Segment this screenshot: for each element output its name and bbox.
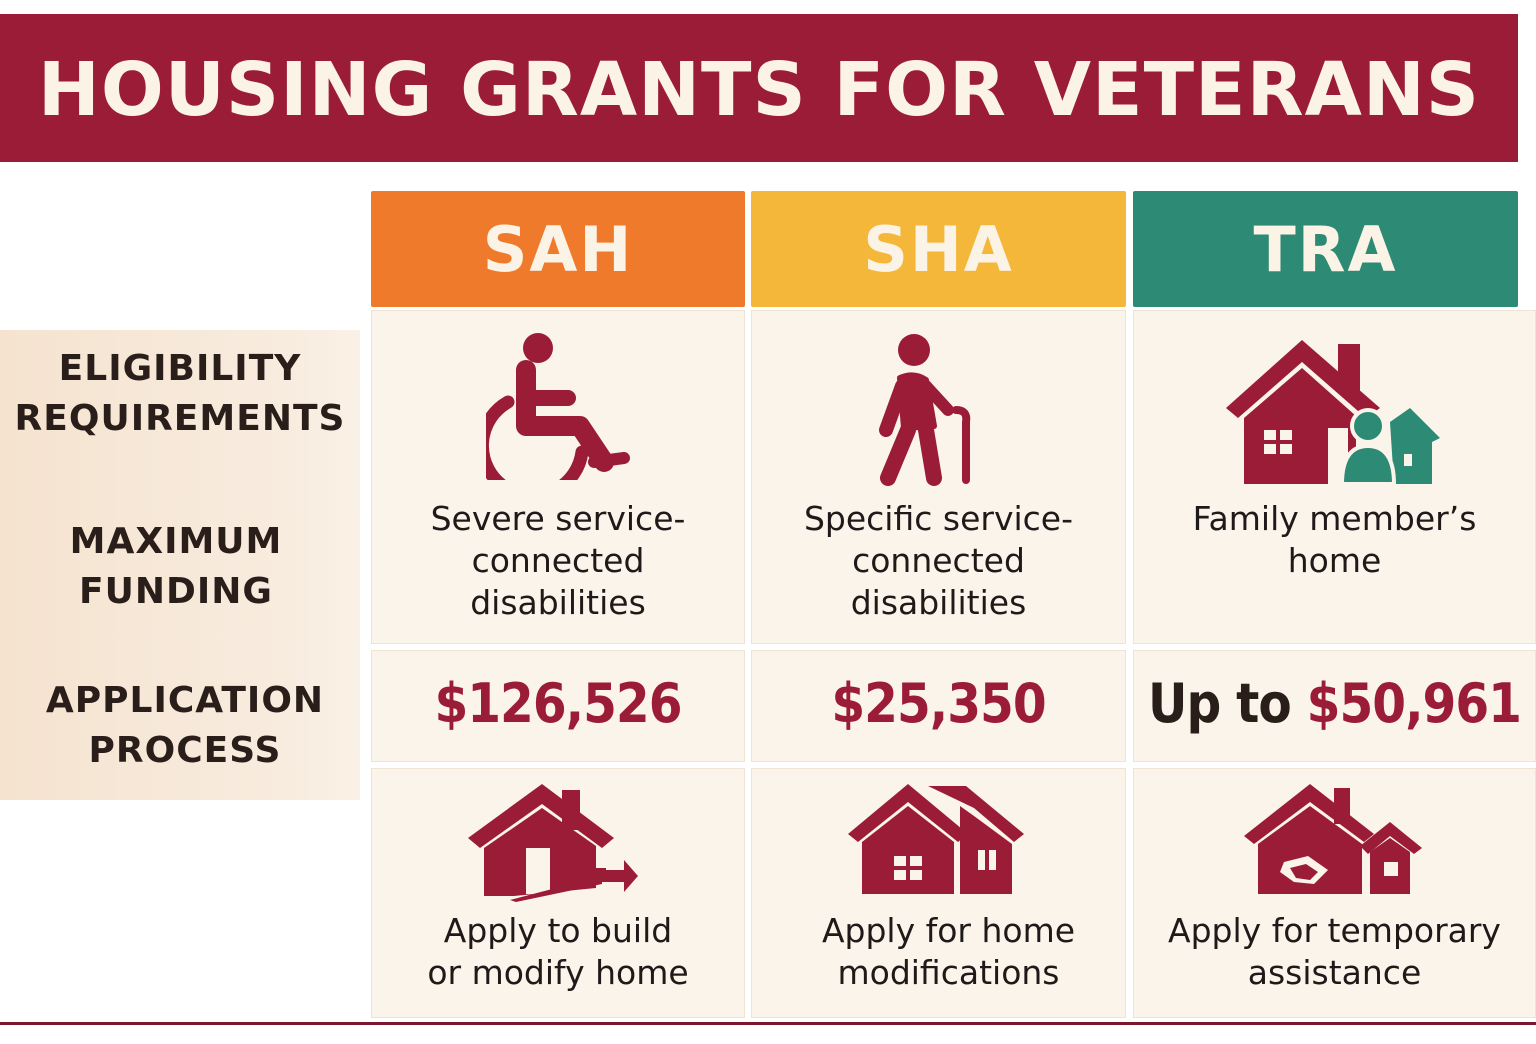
application-description-sah [371, 910, 745, 994]
description-line: Apply for home [821, 911, 1076, 950]
column-header-tra [1133, 191, 1518, 307]
funding-value: $50,961 [1306, 672, 1521, 735]
description-line: Severe service- [430, 499, 686, 538]
eligibility-description-sha [751, 498, 1126, 624]
row-label-line: PROCESS [88, 730, 282, 771]
eligibility-description-sah [371, 498, 745, 624]
description-line: disabilities [470, 583, 646, 622]
row-label-line: ELIGIBILITY [58, 348, 302, 389]
bottom-rule [0, 1022, 1536, 1025]
double-house-icon [846, 784, 1026, 896]
row-label-line: FUNDING [79, 571, 273, 612]
application-description-sha [761, 910, 1136, 994]
description-line: connected [852, 541, 1025, 580]
description-line: or modify home [427, 953, 689, 992]
house-handshake-icon [1244, 784, 1424, 896]
description-line: Specific service- [803, 499, 1074, 538]
column-header-label: SAH [482, 212, 634, 286]
description-line: home [1287, 541, 1382, 580]
funding-amount-sha [751, 672, 1126, 735]
funding-value: $126,526 [434, 672, 682, 735]
house-ramp-icon [466, 784, 642, 902]
person-cane-icon [864, 330, 984, 486]
description-line: Apply for temporary [1168, 911, 1501, 950]
row-label-eligibility [0, 344, 360, 444]
application-description-tra [1133, 910, 1536, 994]
column-header-sah [371, 191, 745, 307]
row-label-line: MAXIMUM [69, 521, 283, 562]
house-family-icon [1218, 334, 1442, 486]
description-line: connected [471, 541, 645, 580]
description-line: Apply to build [443, 911, 673, 950]
funding-value: $25,350 [831, 672, 1046, 735]
description-line: assistance [1247, 953, 1422, 992]
funding-prefix: Up to [1148, 672, 1307, 735]
row-label-line: REQUIREMENTS [14, 398, 346, 439]
column-header-label: SHA [863, 212, 1014, 286]
title-banner [0, 14, 1518, 162]
wheelchair-icon [486, 330, 636, 480]
row-label-funding [0, 517, 352, 617]
page-title: HOUSING GRANTS FOR VETERANS [37, 47, 1481, 133]
column-header-sha [751, 191, 1126, 307]
description-line: modifications [837, 953, 1060, 992]
description-line: Family member’s [1192, 499, 1477, 538]
column-header-label: TRA [1253, 212, 1398, 286]
eligibility-description-tra [1133, 498, 1536, 582]
funding-amount-tra [1133, 672, 1536, 735]
row-label-line: APPLICATION [45, 680, 325, 721]
funding-amount-sah [371, 672, 745, 735]
row-label-application [0, 676, 370, 776]
description-line: disabilities [850, 583, 1027, 622]
